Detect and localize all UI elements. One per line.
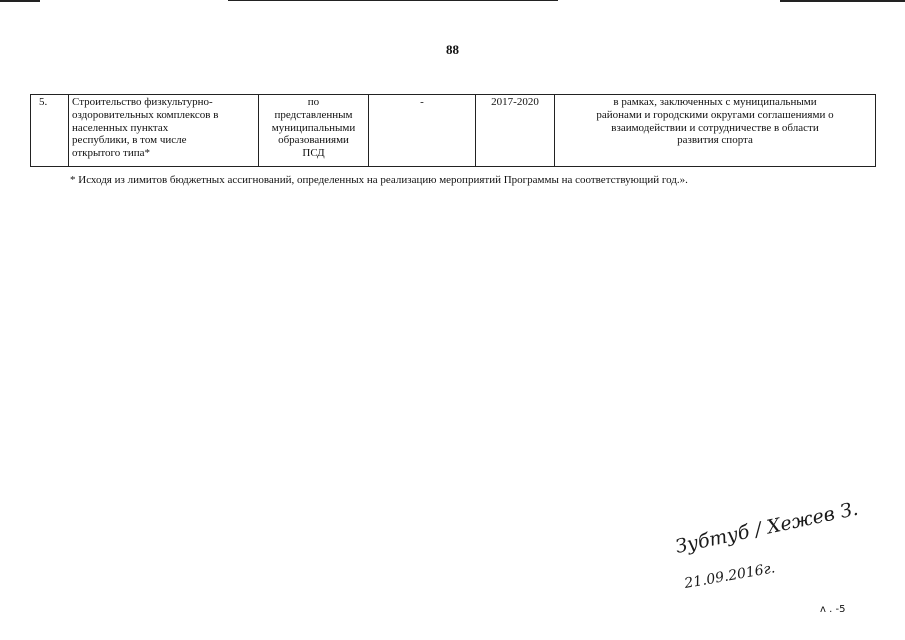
row-notes-line: развития спорта <box>677 134 753 147</box>
row-name <box>69 95 259 167</box>
row-source <box>259 95 369 167</box>
signature-date: 21.09.2016г. <box>683 560 777 592</box>
row-name-line: оздоровительных комплексов в <box>72 108 219 121</box>
row-source-line: по <box>307 96 320 108</box>
handwritten-signature <box>672 497 882 608</box>
row-source-line: ПСД <box>302 147 325 160</box>
page-number: 88 <box>446 42 459 57</box>
footnote: * Исходя из лимитов бюджетных ассигнований, определенных на реализацию мероприятий Программы на соответствующий год.». <box>70 174 688 186</box>
row-amount: - <box>369 95 476 167</box>
corner-mark: ᴧ . -5 <box>820 604 846 615</box>
scan-edge-left <box>0 0 40 2</box>
row-name-line: республики, в том числе <box>72 134 187 147</box>
row-notes-line: в рамках, заключенных с муниципальными <box>613 96 817 108</box>
row-source-line: представленным <box>274 108 353 121</box>
row-name-line: населенных пунктах <box>72 121 169 134</box>
signature-name: Зубтуб / Хежев З. <box>673 497 861 558</box>
row-name-line: Строительство физкультурно- <box>72 96 213 108</box>
row-period: 2017-2020 <box>476 95 555 167</box>
row-source-line: образованиями <box>278 134 349 147</box>
program-table <box>30 94 876 167</box>
row-number: 5. <box>31 95 69 167</box>
row-notes-line: взаимодействии и сотрудничестве в области <box>611 121 819 134</box>
row-name-line: открытого типа* <box>72 147 151 160</box>
row-notes-line: районами и городскими округами соглашениями о <box>596 108 834 121</box>
table-row <box>31 95 876 167</box>
scan-edge-right <box>780 0 905 2</box>
row-notes <box>555 95 876 167</box>
scan-edge-center <box>228 0 558 1</box>
row-source-line: муниципальными <box>271 121 356 134</box>
